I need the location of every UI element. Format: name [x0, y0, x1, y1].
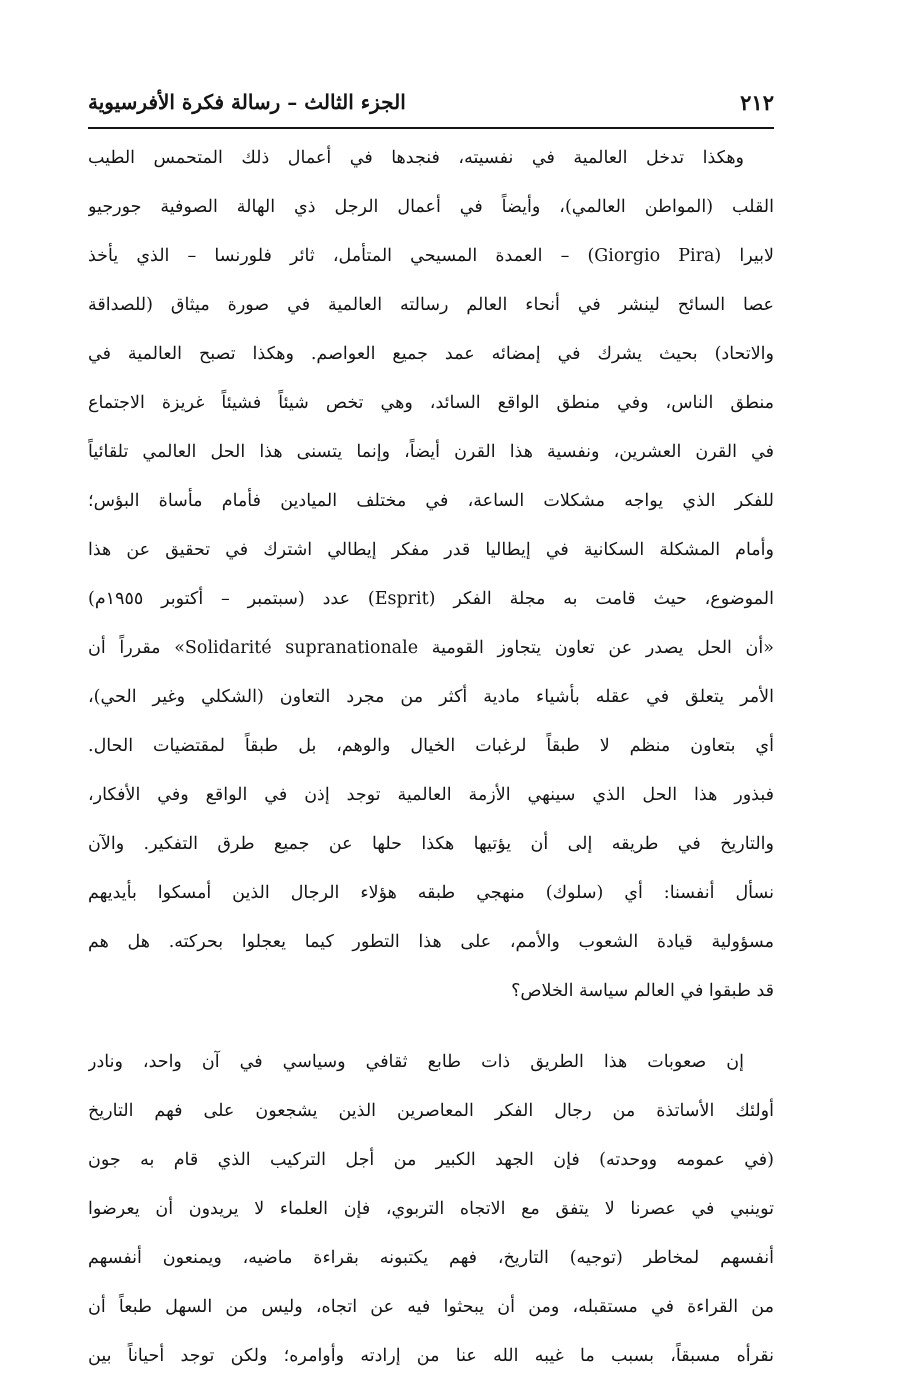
text-line: الأمر يتعلق في عقله بأشياء مادية أكثر من مجرد التعاون (الشكلي وغير الحي)،: [88, 687, 774, 707]
text-line: أولئك الأساتذة من رجال الفكر المعاصرين الذين يشجعون على فهم التاريخ: [88, 1101, 774, 1121]
text-line: نقرأه مسبقاً، بسبب ما غيبه الله عنا من إرادته وأوامره؛ ولكن توجد أحياناً بين: [88, 1346, 774, 1366]
paragraph-gap: [88, 1016, 774, 1038]
text-line: أنفسهم لمخاطر (توجيه) التاريخ، فهم يكتبونه بقراءة ماضيه، ويمنعون أنفسهم: [88, 1248, 774, 1268]
text-line: (في عمومه ووحدته) فإن الجهد الكبير من أجل التركيب الذي قام به جون: [88, 1150, 774, 1170]
text-line: وهكذا تدخل العالمية في نفسيته، فنجدها في أعمال ذلك المتحمس الطيب: [88, 148, 744, 168]
text-line: وأمام المشكلة السكانية في إيطاليا قدر مفكر إيطالي اشترك في تحقيق عن هذا: [88, 540, 774, 560]
page-number: ٢١٢: [740, 90, 774, 115]
text-line: أي بتعاون منظم لا طبقاً لرغبات الخيال والوهم، بل طبقاً لمقتضيات الحال.: [88, 736, 774, 756]
text-line: فبذور هذا الحل الذي سينهي الأزمة العالمية توجد إذن في الواقع وفي الأفكار،: [88, 785, 774, 805]
text-line: في القرن العشرين، ونفسية هذا القرن أيضاً، وإنما يتسنى هذا الحل العالمي تلقائياً: [88, 442, 774, 462]
running-title: الجزء الثالث – رسالة فكرة الأفرسيوية: [88, 90, 406, 114]
text-line: «أن الحل يصدر عن تعاون يتجاوز القومية Solidarité supranationale» مقرراً أن: [88, 638, 774, 658]
text-line: والتاريخ في طريقه إلى أن يؤتيها هكذا حلها عن جميع طرق التفكير. والآن: [88, 834, 774, 854]
text-line: مسؤولية قيادة الشعوب والأمم، على هذا التطور كيما يعجلوا بحركته. هل هم: [88, 932, 774, 952]
text-line: إن صعوبات هذا الطريق ذات طابع ثقافي وسياسي في آن واحد، ونادر: [88, 1052, 744, 1072]
text-line: لابيرا (Giorgio Pira) – العمدة المسيحي المتأمل، ثائر فلورنسا – الذي يأخذ: [88, 246, 774, 266]
text-line: قد طبقوا في العالم سياسة الخلاص؟: [511, 981, 774, 1001]
page-header: [88, 86, 774, 126]
text-line: من القراءة في مستقبله، ومن أن يبحثوا فيه عن اتجاه، وليس من السهل طبعاً أن: [88, 1297, 774, 1317]
text-line: والاتحاد) بحيث يشرك في إمضائه عمد جميع العواصم. وهكذا تصبح العالمية في: [88, 344, 774, 364]
header-rule: [88, 127, 774, 129]
text-line: توينبي في عصرنا لا يتفق مع الاتجاه التربوي، فإن العلماء لا يريدون أن يعرضوا: [88, 1199, 774, 1219]
text-line: القلب (المواطن العالمي)، وأيضاً في أعمال الرجل ذي الهالة الصوفية جورجيو: [88, 197, 774, 217]
text-line: منطق الناس، وفي منطق الواقع السائد، وهي تخص شيئاً فشيئاً غريزة الاجتماع: [88, 393, 774, 413]
paragraph-2: [88, 1038, 774, 1381]
text-line: للفكر الذي يواجه مشكلات الساعة، في مختلف الميادين فأمام مأساة البؤس؛: [88, 491, 774, 511]
paragraph-1: [88, 134, 774, 1016]
text-line: عصا السائح لينشر في أنحاء العالم رسالته العالمية في صورة ميثاق (للصداقة: [88, 295, 774, 315]
text-line: الموضوع، حيث قامت به مجلة الفكر (Esprit) عدد (سبتمبر – أكتوبر ١٩٥٥م): [88, 589, 774, 609]
text-line: نسأل أنفسنا: أي (سلوك) منهجي طبقه هؤلاء الرجال الذين أمسكوا بأيديهم: [88, 883, 774, 903]
body-text: [88, 134, 774, 1381]
